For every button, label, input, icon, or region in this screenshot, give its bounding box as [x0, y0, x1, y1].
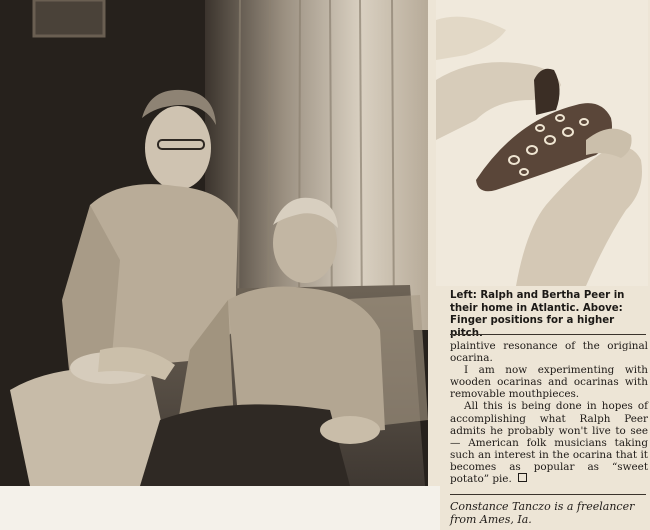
article-paragraph: plaintive resonance of the original ocarina. — [450, 340, 648, 365]
margin-area — [0, 486, 440, 530]
byline-divider — [450, 494, 646, 495]
end-mark-icon — [518, 473, 527, 482]
article-paragraph-text: All this is being done in hopes of accomplishing what Ralph Peer admits he probably won't live to see — American folk musicians taking such an interest in the ocarina that it becomes as popular as “sweet potato” pie. — [450, 400, 648, 486]
ocarina-photo-graphic — [436, 0, 648, 286]
article-paragraph — [450, 400, 648, 485]
article-body — [450, 340, 648, 485]
article-paragraph: I am now experimenting with wooden ocarinas and ocarinas with removable mouthpieces. — [450, 364, 648, 401]
ocarina-photo — [436, 0, 648, 286]
photo-caption: Left: Ralph and Bertha Peer in their home in Atlantic. Above: Finger positions for a higher — [450, 290, 625, 327]
author-byline: Constance Tanczo is a freelancer from Ames, Ia. — [450, 500, 635, 526]
caption-divider — [450, 334, 646, 335]
